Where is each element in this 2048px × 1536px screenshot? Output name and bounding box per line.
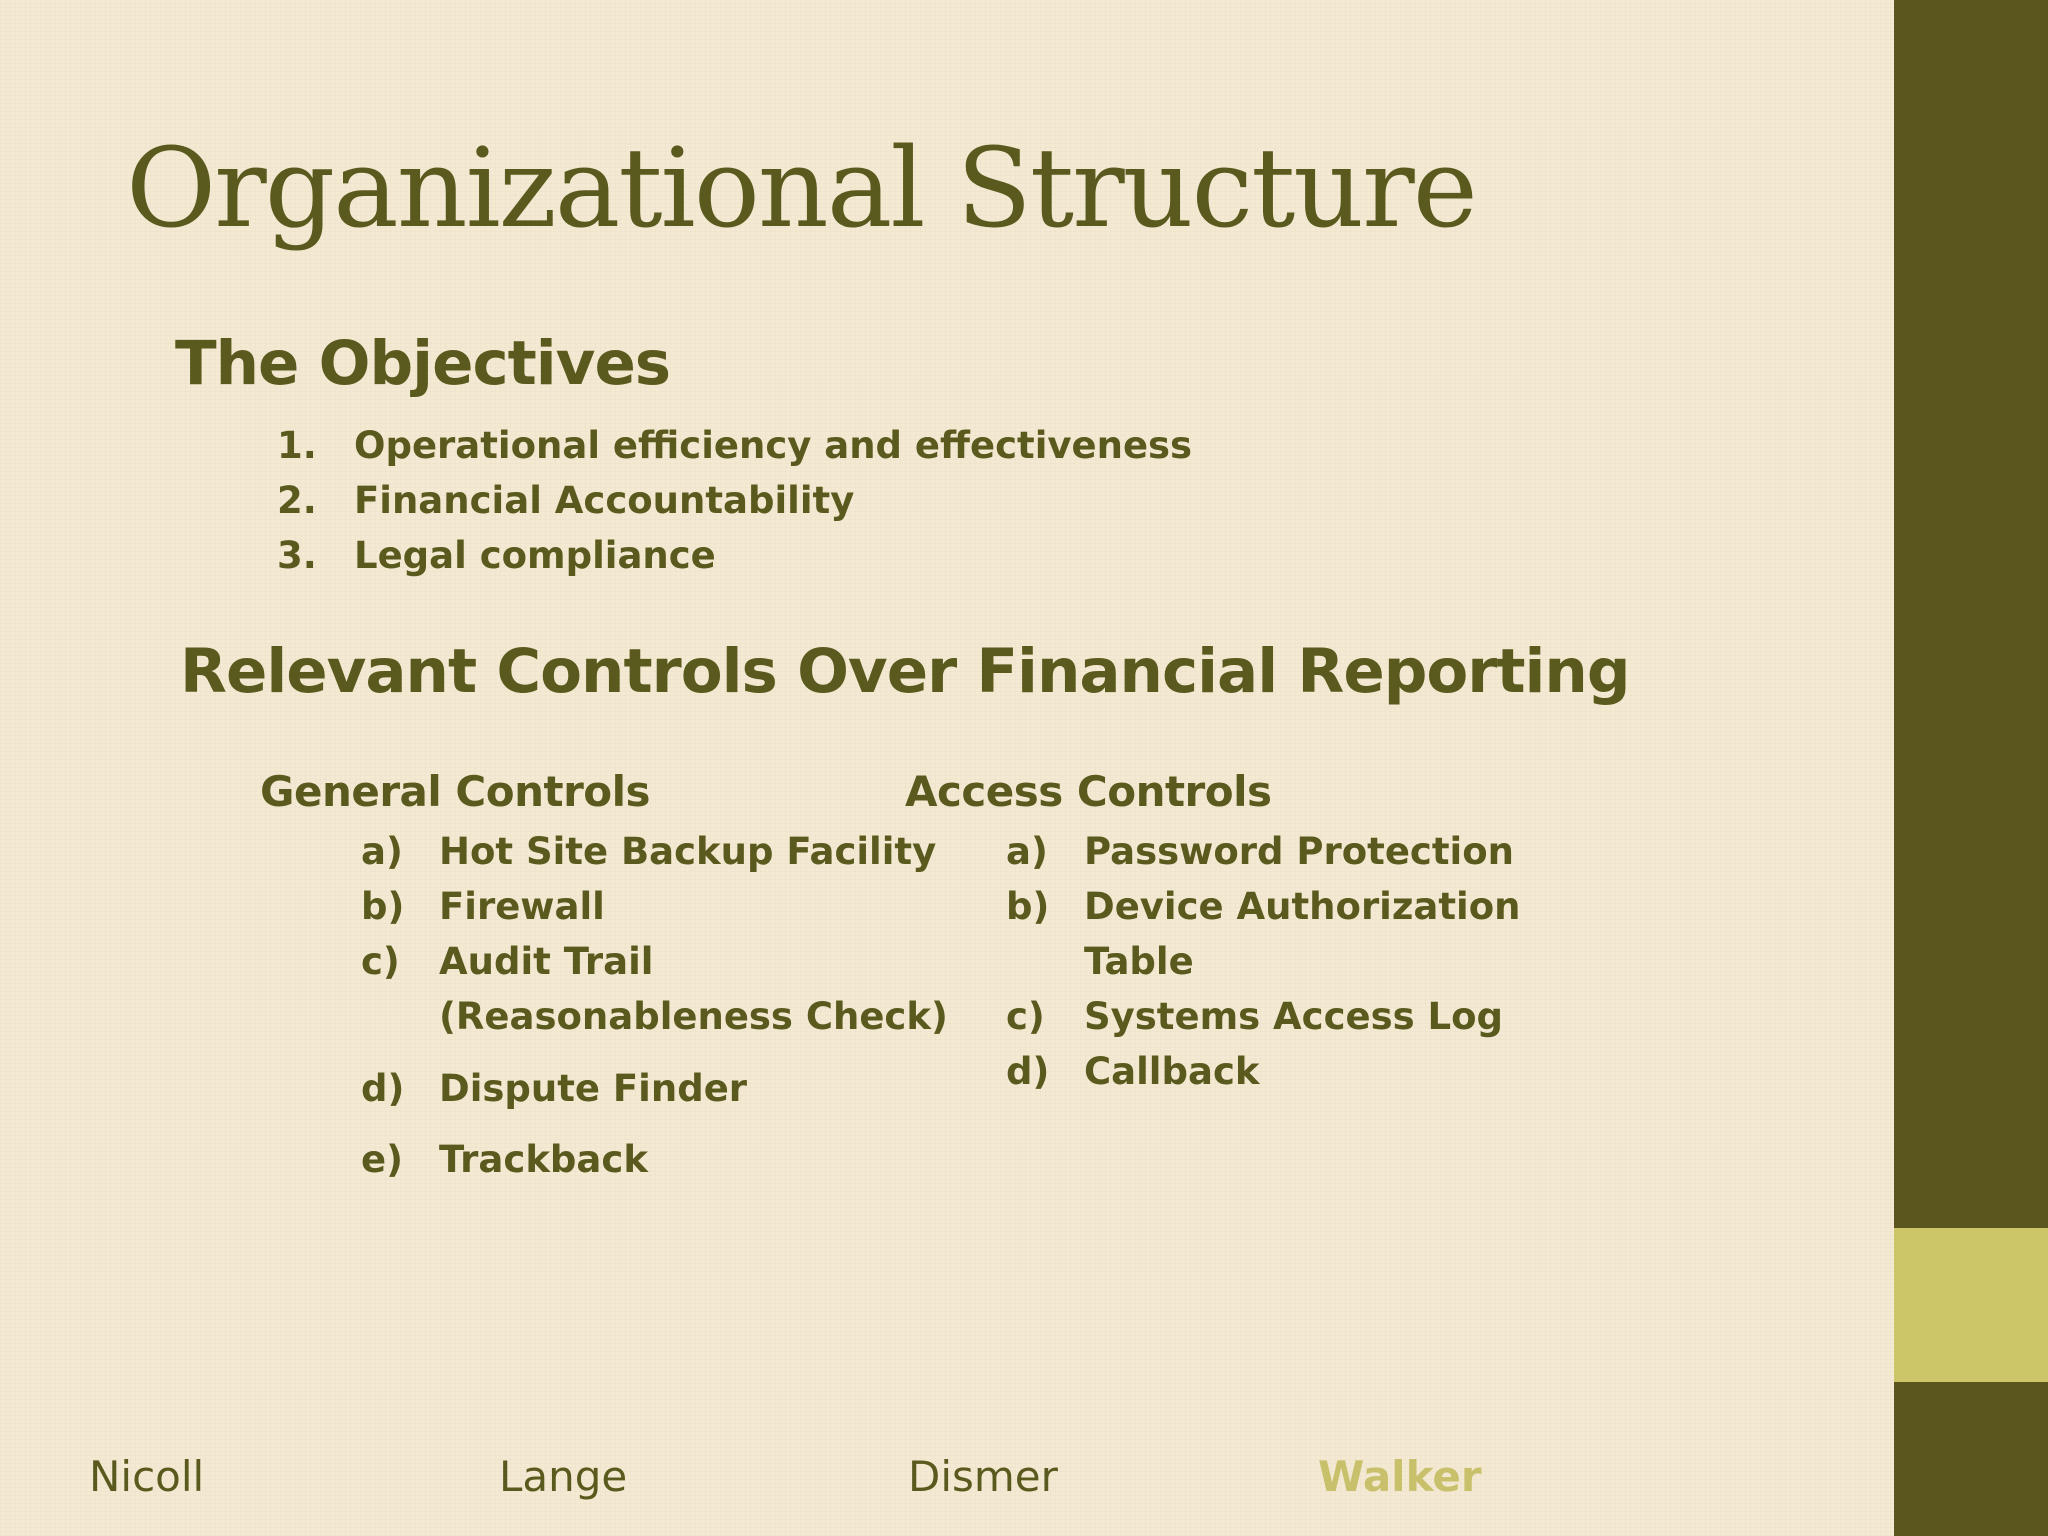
right-sidebar-bar [1894,0,2048,1536]
list-marker: 2. [277,479,317,522]
footer-name-nicoll: Nicoll [89,1452,205,1501]
footer-name-walker-active: Walker [1318,1452,1482,1501]
list-item [1006,879,1521,989]
footer-name-dismer: Dismer [908,1452,1058,1501]
list-item [277,418,1192,473]
list-marker: d) [1006,1050,1050,1093]
list-marker: e) [361,1138,404,1181]
list-item-text: Legal compliance [354,534,716,577]
controls-heading: Relevant Controls Over Financial Reporting [180,636,1630,707]
list-item [361,934,948,1044]
list-marker: b) [1006,885,1050,928]
list-item [361,1061,948,1116]
list-item-text: Firewall [439,885,605,928]
list-item-text: Operational efficiency and effectiveness [354,424,1193,467]
list-item [277,473,1192,528]
list-item [361,879,948,934]
list-item [361,1132,948,1187]
objectives-heading: The Objectives [175,328,671,399]
list-marker: a) [1006,830,1048,873]
list-item-text: Audit Trail [439,940,654,983]
list-item-text: Hot Site Backup Facility [439,830,937,873]
list-item [1006,989,1521,1044]
list-marker: a) [361,830,403,873]
list-item-text: Trackback [439,1138,648,1181]
list-item-text: Dispute Finder [439,1067,748,1110]
general-controls-heading: General Controls [260,767,651,816]
general-controls-list [361,824,948,1187]
list-marker: 1. [277,424,317,467]
objectives-list [277,418,1192,583]
list-item-text-continued: (Reasonableness Check) [439,995,948,1038]
list-item-text: Password Protection [1084,830,1514,873]
list-marker: d) [361,1067,405,1110]
list-item [1006,1044,1521,1099]
footer-name-lange: Lange [499,1452,628,1501]
list-item-text: Financial Accountability [354,479,855,522]
list-item-text: Device Authorization [1084,885,1521,928]
list-item-text-continued: Table [1084,940,1194,983]
list-item [277,528,1192,583]
access-controls-heading: Access Controls [905,767,1272,816]
list-item [361,824,948,879]
list-marker: 3. [277,534,317,577]
list-marker: b) [361,885,405,928]
list-item-text: Systems Access Log [1084,995,1504,1038]
access-controls-list [1006,824,1521,1099]
slide-title: Organizational Structure [126,124,1476,252]
list-item [1006,824,1521,879]
sidebar-accent-block [1894,1228,2048,1382]
list-item-text: Callback [1084,1050,1260,1093]
list-marker: c) [1006,995,1045,1038]
list-marker: c) [361,940,400,983]
